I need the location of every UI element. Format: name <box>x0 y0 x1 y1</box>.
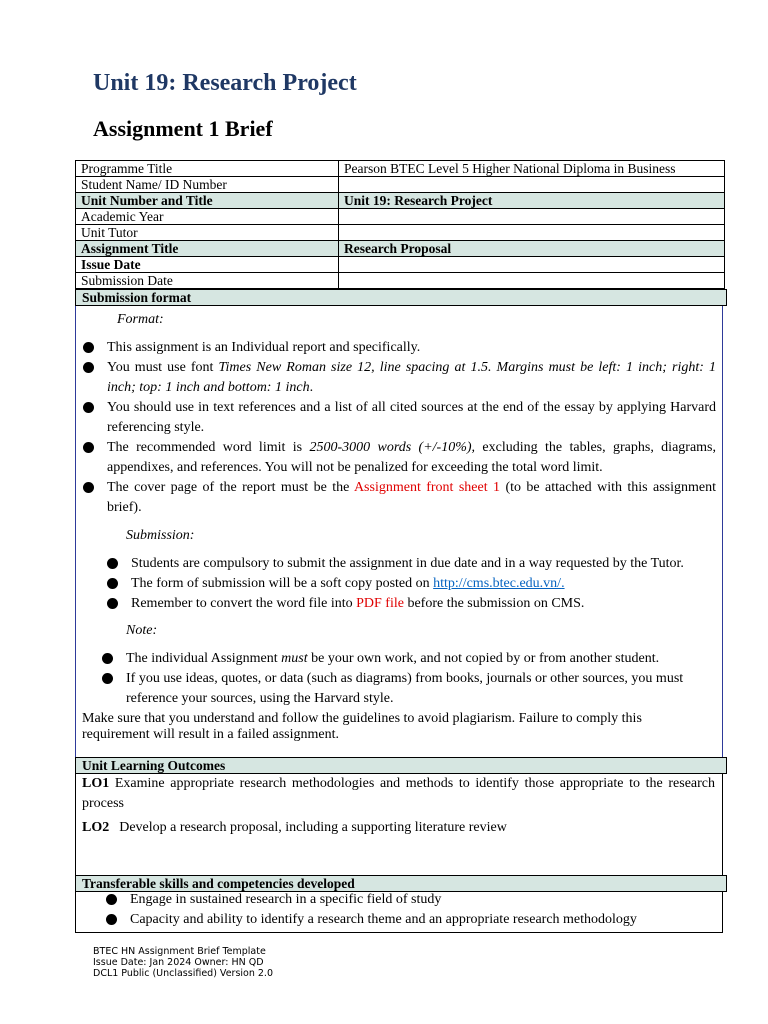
list-item-italic: 2500-3000 words (+/-10%), <box>309 440 476 455</box>
info-row-programme-title <box>76 161 725 177</box>
bullet-icon <box>83 362 94 373</box>
document-footer <box>93 946 273 979</box>
list-item <box>83 438 716 478</box>
list-item-text: The cover page of the report must be the <box>107 480 354 495</box>
list-item <box>83 398 716 438</box>
info-value: Pearson BTEC Level 5 Higher National Diploma in Business <box>339 161 725 177</box>
bullet-icon <box>106 894 117 905</box>
lo2-text: Develop a research proposal, including a supporting literature review <box>119 820 507 835</box>
note-label: Note: <box>126 623 158 638</box>
bullet-icon <box>83 342 94 353</box>
lo2-code: LO2 <box>82 820 110 835</box>
list-item <box>106 890 706 910</box>
lo2-outcome <box>82 820 715 836</box>
bullet-icon <box>102 653 113 664</box>
bullet-icon <box>107 558 118 569</box>
bullet-icon <box>106 914 117 925</box>
list-item-text: Students are compulsory to submit the assignment in due date and in a way requested by the Tutor. <box>131 556 684 571</box>
info-value <box>339 273 725 289</box>
info-row-unit-number <box>76 193 725 209</box>
footer-line: DCL1 Public (Unclassified) Version 2.0 <box>93 968 273 979</box>
list-item-text: If you use ideas, quotes, or data (such as diagrams) from books, journals or other sources, you must reference your sources, using the Harvard style. <box>126 671 684 706</box>
learning-outcomes-box <box>75 774 723 876</box>
list-item-text: excluding the tables, graphs, diagrams, appendixes, and references. You will not be penalized for exceeding the total word limit. <box>107 440 716 475</box>
bullet-icon <box>83 402 94 413</box>
list-item-text: The individual Assignment <box>126 651 282 666</box>
submission-format-header: Submission format <box>75 289 727 306</box>
info-value <box>339 225 725 241</box>
pdf-file-reference: PDF file <box>356 596 404 611</box>
cms-link[interactable]: http://cms.btec.edu.vn/ <box>433 576 562 591</box>
info-value <box>339 209 725 225</box>
list-item <box>83 338 716 358</box>
info-row-student-name <box>76 177 725 193</box>
skills-list <box>106 890 706 930</box>
transferable-skills-header: Transferable skills and competencies developed <box>75 875 727 892</box>
note-list <box>102 649 692 709</box>
submission-label: Submission: <box>126 528 195 543</box>
plagiarism-warning: Make sure that you understand and follow the guidelines to avoid plagiarism. Failure to comply this requirement will result in a failed assignment. <box>82 711 642 742</box>
list-item <box>83 358 716 398</box>
info-row-submission-date <box>76 273 725 289</box>
info-label: Student Name/ ID Number <box>76 177 339 193</box>
list-item-italic: Times New Roman size 12, line spacing at 1.5. Margins must be left: 1 inch; right: 1 inch; top: 1 inch and bottom: 1 inch <box>107 360 716 395</box>
info-label: Unit Number and Title <box>76 193 339 209</box>
list-item-text: Capacity and ability to identify a research theme and an appropriate research methodology <box>130 912 637 927</box>
info-label: Submission Date <box>76 273 339 289</box>
front-sheet-reference: Assignment front sheet 1 <box>353 480 501 495</box>
info-label: Academic Year <box>76 209 339 225</box>
assignment-brief-heading: Assignment 1 Brief <box>93 116 273 141</box>
unit-heading: Unit 19: Research Project <box>93 70 357 96</box>
lo1-outcome <box>82 774 715 814</box>
bullet-icon <box>102 673 113 684</box>
list-item-text: Remember to convert the word file into <box>131 596 357 611</box>
list-item-text: You must use font <box>107 360 219 375</box>
info-label: Unit Tutor <box>76 225 339 241</box>
cms-link-period: . <box>561 576 565 591</box>
bullet-icon <box>83 482 94 493</box>
transferable-skills-box <box>75 892 723 933</box>
info-value <box>339 177 725 193</box>
info-label: Assignment Title <box>76 241 339 257</box>
info-label: Programme Title <box>76 161 339 177</box>
list-item-text: . <box>309 380 314 395</box>
list-item-text: before the submission on CMS. <box>403 596 585 611</box>
list-item-text: (to be attached with this assignment brief). <box>107 480 717 515</box>
footer-line: BTEC HN Assignment Brief Template <box>93 946 266 957</box>
list-item <box>102 649 692 669</box>
info-value <box>339 257 725 273</box>
learning-outcomes-header: Unit Learning Outcomes <box>75 757 727 774</box>
format-label: Format: <box>117 312 164 327</box>
list-item-text: The form of submission will be a soft copy posted on <box>131 576 434 591</box>
footer-line: Issue Date: Jan 2024 Owner: HN QD <box>93 957 264 968</box>
list-item <box>107 574 717 594</box>
list-item-italic: must <box>281 651 308 666</box>
info-row-issue-date <box>76 257 725 273</box>
list-item-text: Engage in sustained research in a specific field of study <box>130 892 442 907</box>
list-item <box>106 910 706 930</box>
format-list <box>83 338 716 518</box>
assignment-info-table <box>75 160 725 289</box>
list-item <box>107 594 717 614</box>
list-item <box>83 478 716 518</box>
list-item-text: The recommended word limit is <box>107 440 310 455</box>
bullet-icon <box>107 598 118 609</box>
bullet-icon <box>107 578 118 589</box>
info-row-academic-year <box>76 209 725 225</box>
info-value: Research Proposal <box>339 241 725 257</box>
info-row-unit-tutor <box>76 225 725 241</box>
list-item-text: This assignment is an Individual report and specifically. <box>107 340 421 355</box>
list-item-text: You should use in text references and a list of all cited sources at the end of the essay by applying Harvard referencing style. <box>107 400 716 435</box>
submission-list <box>107 554 717 614</box>
lo1-code: LO1 <box>82 776 110 791</box>
list-item <box>107 554 717 574</box>
info-value: Unit 19: Research Project <box>339 193 725 209</box>
list-item <box>102 669 692 709</box>
submission-format-box <box>75 306 723 758</box>
info-label: Issue Date <box>76 257 339 273</box>
list-item-text: be your own work, and not copied by or from another student. <box>307 651 660 666</box>
bullet-icon <box>83 442 94 453</box>
lo1-text: Examine appropriate research methodologies and methods to identify those appropriate to the research process <box>82 776 715 811</box>
info-row-assignment-title <box>76 241 725 257</box>
